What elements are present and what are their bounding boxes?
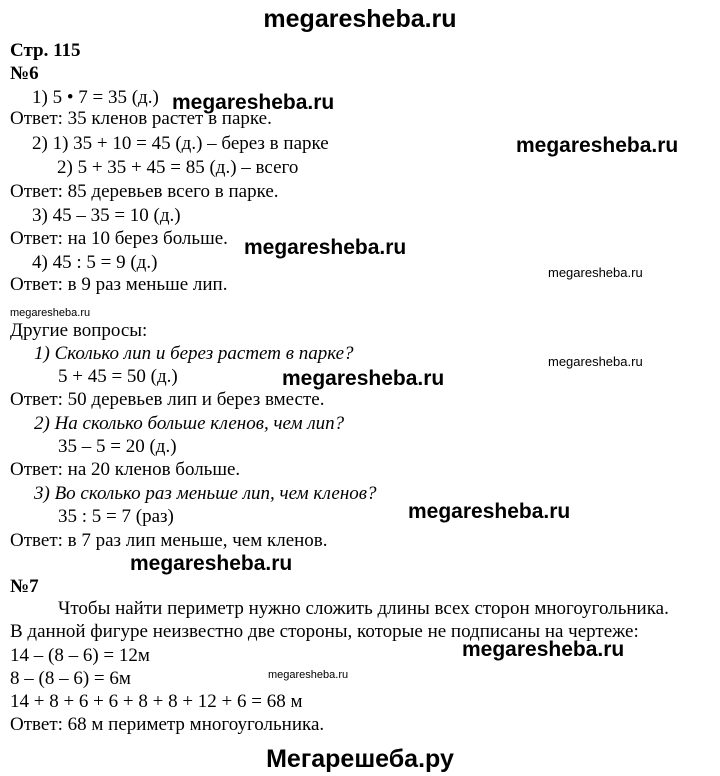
task-7-label: №7: [10, 576, 39, 597]
solution-line: 5 + 45 = 50 (д.): [58, 366, 178, 387]
site-header: megaresheba.ru: [263, 5, 457, 33]
answer-line: Ответ: на 10 берез больше.: [10, 228, 228, 249]
watermark: megaresheba.ru: [282, 367, 445, 390]
watermark: megaresheba.ru: [548, 354, 643, 369]
question-line: 1) Сколько лип и берез растет в парке?: [34, 343, 354, 364]
watermark: megaresheba.ru: [462, 638, 625, 661]
solution-line: 2) 1) 35 + 10 = 45 (д.) – берез в парке: [32, 133, 329, 154]
answer-line: Ответ: 50 деревьев лип и берез вместе.: [10, 389, 325, 410]
watermark: megaresheba.ru: [244, 236, 407, 259]
question-line: 3) Во сколько раз меньше лип, чем кленов?: [34, 483, 377, 504]
solution-line: 3) 45 – 35 = 10 (д.): [32, 205, 181, 226]
answer-line: Ответ: 68 м периметр многоугольника.: [10, 714, 325, 735]
answer-line: Ответ: на 20 кленов больше.: [10, 459, 241, 480]
task-6-label: №6: [10, 63, 39, 84]
solution-line: 1) 5 • 7 = 35 (д.): [32, 87, 159, 108]
watermark: megaresheba.ru: [130, 552, 293, 575]
paragraph: Чтобы найти периметр нужно сложить длины всех сторон многоугольника.: [58, 598, 669, 619]
answer-line: Ответ: в 9 раз меньше лип.: [10, 274, 228, 295]
watermark: megaresheba.ru: [516, 134, 679, 157]
solution-line: 8 – (8 – 6) = 6м: [10, 668, 131, 689]
solution-line: 35 : 5 = 7 (раз): [58, 506, 174, 527]
watermark: megaresheba.ru: [172, 91, 335, 114]
question-line: 2) На сколько больше кленов, чем лип?: [34, 413, 345, 434]
watermark: megaresheba.ru: [10, 307, 91, 319]
solution-line: 35 – 5 = 20 (д.): [58, 436, 177, 457]
page-label: Стр. 115: [10, 40, 81, 61]
answer-line: Ответ: 35 кленов растет в парке.: [10, 108, 272, 129]
answer-line: Ответ: в 7 раз лип меньше, чем кленов.: [10, 530, 328, 551]
answer-line: Ответ: 85 деревьев всего в парке.: [10, 181, 279, 202]
solution-line: 4) 45 : 5 = 9 (д.): [32, 252, 158, 273]
watermark: megaresheba.ru: [408, 500, 571, 523]
solution-line: 14 + 8 + 6 + 6 + 8 + 8 + 12 + 6 = 68 м: [10, 691, 303, 712]
solution-line: 14 – (8 – 6) = 12м: [10, 645, 150, 666]
solution-line: 2) 5 + 35 + 45 = 85 (д.) – всего: [57, 157, 299, 178]
site-footer: Мегарешеба.ру: [266, 745, 454, 773]
paragraph: В данной фигуре неизвестно две стороны, которые не подписаны на чертеже:: [10, 621, 639, 642]
watermark: megaresheba.ru: [548, 265, 643, 280]
watermark: megaresheba.ru: [268, 669, 349, 681]
other-questions-title: Другие вопросы:: [10, 320, 148, 341]
